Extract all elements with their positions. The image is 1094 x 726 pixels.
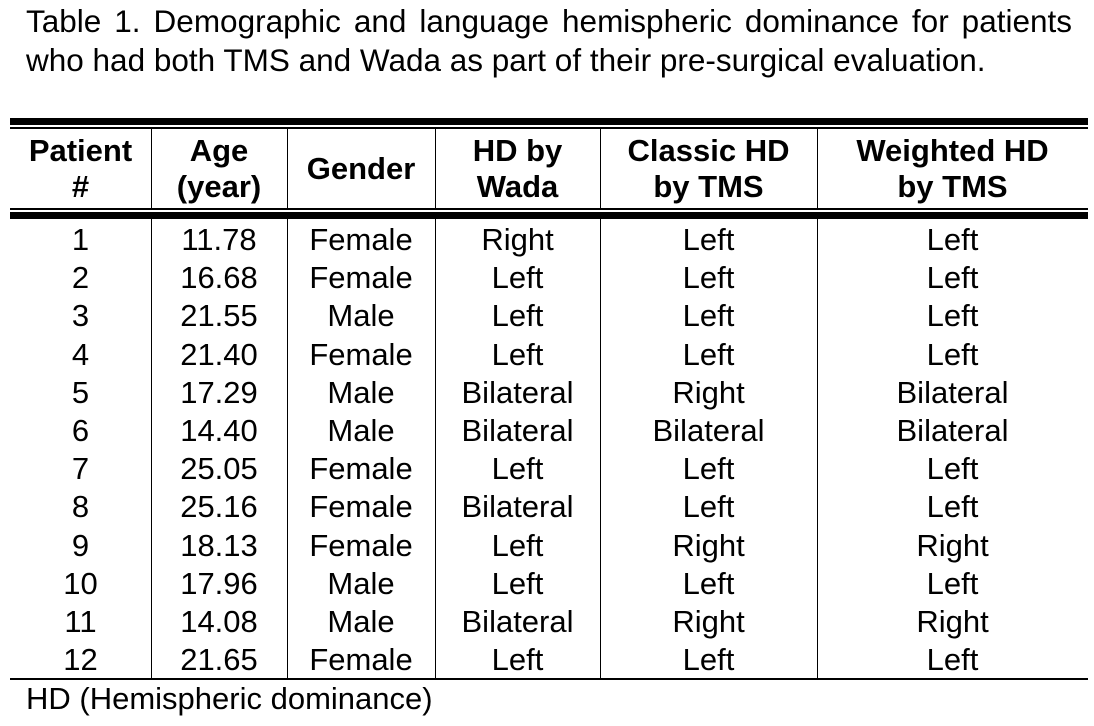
header-age: Age (year) xyxy=(176,132,262,204)
cell-patient-number: 3 xyxy=(71,298,90,334)
cell-hd-by-wada: Bilateral xyxy=(461,374,574,410)
cell-gender: Female xyxy=(309,489,413,525)
cell-gender: Male xyxy=(327,374,395,410)
cell-gender: Male xyxy=(327,604,395,639)
cell-classic-hd-by-tms: Left xyxy=(682,565,735,601)
cell-weighted-hd-by-tms: Left xyxy=(926,336,979,372)
cell-age: 21.65 xyxy=(180,642,258,678)
cell-age: 25.05 xyxy=(180,451,258,487)
cell-patient-number: 12 xyxy=(63,642,98,678)
cell-classic-hd-by-tms: Right xyxy=(672,374,745,410)
cell-hd-by-wada: Bilateral xyxy=(461,489,574,525)
cell-hd-by-wada: Left xyxy=(491,642,544,678)
cell-weighted-hd-by-tms: Left xyxy=(926,489,979,525)
cell-gender: Female xyxy=(309,527,413,563)
cell-hd-by-wada: Left xyxy=(491,451,544,487)
cell-patient-number: 7 xyxy=(71,451,90,487)
cell-patient-number: 8 xyxy=(71,489,90,525)
cell-gender: Female xyxy=(309,642,413,678)
cell-weighted-hd-by-tms: Left xyxy=(926,222,979,257)
cell-patient-number: 5 xyxy=(71,374,90,410)
header-classic-hd-by-tms: Classic HD by TMS xyxy=(627,132,790,204)
cell-age: 21.55 xyxy=(180,298,258,334)
cell-weighted-hd-by-tms: Left xyxy=(926,642,979,678)
cell-hd-by-wada: Bilateral xyxy=(461,604,574,639)
column-divider xyxy=(817,129,819,208)
cell-gender: Female xyxy=(309,451,413,487)
cell-gender: Male xyxy=(327,565,395,601)
cell-weighted-hd-by-tms: Left xyxy=(926,260,979,296)
header-thick-rule xyxy=(10,212,1088,219)
cell-age: 14.08 xyxy=(180,604,258,639)
cell-age: 18.13 xyxy=(180,527,258,563)
header-thin-rule xyxy=(10,208,1088,210)
cell-weighted-hd-by-tms: Right xyxy=(916,604,989,639)
cell-classic-hd-by-tms: Left xyxy=(682,336,735,372)
cell-hd-by-wada: Right xyxy=(481,222,554,257)
cell-hd-by-wada: Left xyxy=(491,336,544,372)
cell-weighted-hd-by-tms: Right xyxy=(916,527,989,563)
cell-age: 17.29 xyxy=(180,374,258,410)
cell-classic-hd-by-tms: Left xyxy=(682,451,735,487)
cell-weighted-hd-by-tms: Left xyxy=(926,298,979,334)
header-gender: Gender xyxy=(306,150,416,186)
column-divider xyxy=(435,129,437,208)
cell-patient-number: 2 xyxy=(71,260,90,296)
cell-patient-number: 4 xyxy=(71,336,90,372)
cell-patient-number: 6 xyxy=(71,413,90,448)
table-footnote: HD (Hemispheric dominance) xyxy=(26,681,433,716)
cell-hd-by-wada: Left xyxy=(491,260,544,296)
table-caption: Table 1. Demographic and language hemispheric dominance for patients who had both TMS and Wada as part of their pre-surgical evaluation. xyxy=(26,3,1072,78)
top-thick-rule xyxy=(10,118,1088,125)
cell-classic-hd-by-tms: Left xyxy=(682,489,735,525)
cell-classic-hd-by-tms: Left xyxy=(682,642,735,678)
cell-hd-by-wada: Bilateral xyxy=(461,413,574,448)
column-divider xyxy=(600,129,602,208)
cell-age: 11.78 xyxy=(181,222,257,257)
cell-gender: Male xyxy=(327,413,395,448)
cell-weighted-hd-by-tms: Left xyxy=(926,565,979,601)
cell-classic-hd-by-tms: Right xyxy=(672,527,745,563)
column-divider xyxy=(151,129,153,208)
cell-patient-number: 9 xyxy=(71,527,90,563)
header-patient-number: Patient # xyxy=(28,132,133,204)
cell-gender: Male xyxy=(327,298,395,334)
cell-classic-hd-by-tms: Left xyxy=(682,222,735,257)
column-divider xyxy=(287,129,289,208)
cell-age: 25.16 xyxy=(180,489,258,525)
cell-hd-by-wada: Left xyxy=(491,527,544,563)
cell-age: 21.40 xyxy=(180,336,258,372)
cell-patient-number: 11 xyxy=(64,604,97,639)
cell-patient-number: 1 xyxy=(71,222,90,257)
cell-classic-hd-by-tms: Right xyxy=(672,604,745,639)
cell-age: 14.40 xyxy=(180,413,258,448)
cell-classic-hd-by-tms: Left xyxy=(682,298,735,334)
cell-weighted-hd-by-tms: Bilateral xyxy=(896,413,1009,448)
cell-patient-number: 10 xyxy=(63,565,98,601)
cell-age: 16.68 xyxy=(180,260,258,296)
cell-hd-by-wada: Left xyxy=(491,565,544,601)
cell-weighted-hd-by-tms: Bilateral xyxy=(896,374,1009,410)
cell-weighted-hd-by-tms: Left xyxy=(926,451,979,487)
cell-hd-by-wada: Left xyxy=(491,298,544,334)
cell-classic-hd-by-tms: Left xyxy=(682,260,735,296)
header-weighted-hd-by-tms: Weighted HD by TMS xyxy=(856,132,1049,204)
cell-classic-hd-by-tms: Bilateral xyxy=(652,413,765,448)
cell-gender: Female xyxy=(309,336,413,372)
cell-gender: Female xyxy=(309,222,413,257)
cell-gender: Female xyxy=(309,260,413,296)
cell-age: 17.96 xyxy=(180,565,258,601)
header-hd-by-wada: HD by Wada xyxy=(472,132,563,204)
